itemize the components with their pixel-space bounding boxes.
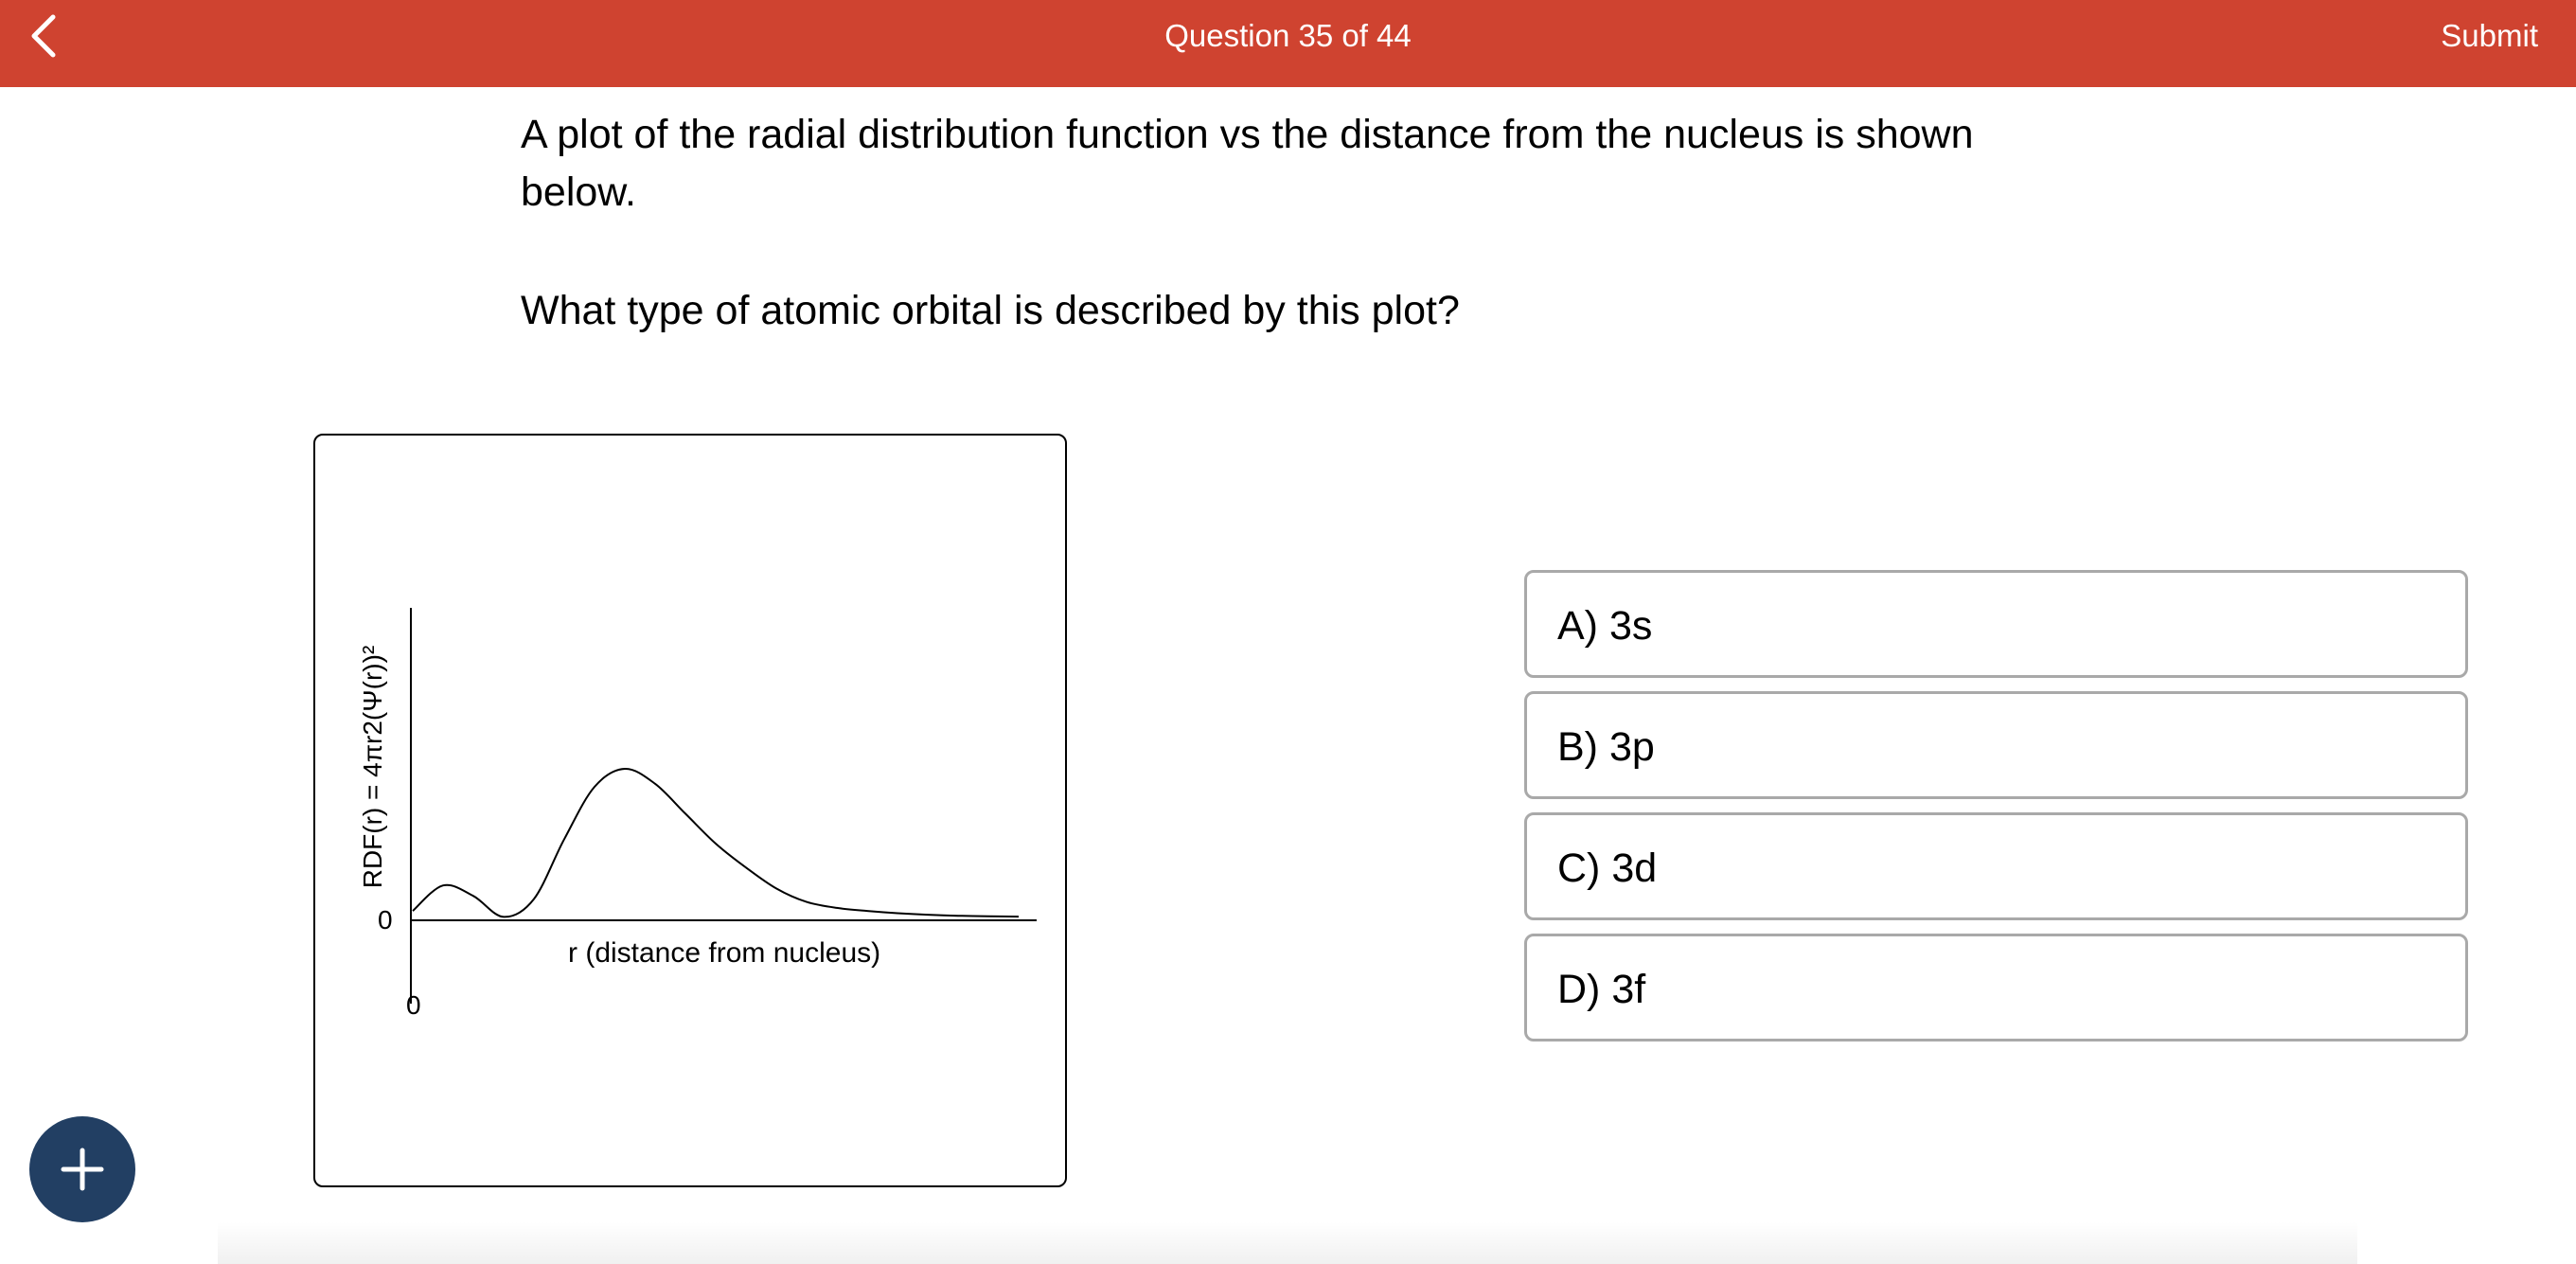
header-bar [0, 0, 2576, 87]
answer-option-d[interactable] [1524, 934, 2468, 1041]
answer-option-c[interactable] [1524, 812, 2468, 920]
rdf-chart [315, 436, 1069, 1189]
answer-option-label: B) 3p [1557, 724, 1655, 770]
answer-option-label: A) 3s [1557, 603, 1653, 649]
answer-option-label: C) 3d [1557, 846, 1658, 891]
bottom-shadow [218, 1221, 2357, 1264]
y-axis-label: RDF(r) = 4πr2(Ψ(r))² [358, 645, 387, 889]
submit-button[interactable]: Submit [2441, 18, 2538, 53]
plus-icon [56, 1143, 109, 1196]
rdf-series-line [413, 769, 1019, 917]
answer-option-a[interactable] [1524, 570, 2468, 678]
question-text: What type of atomic orbital is described by this plot? [521, 288, 1460, 333]
add-button[interactable] [29, 1116, 135, 1222]
answer-option-b[interactable] [1524, 691, 2468, 799]
question-counter: Question 35 of 44 [1164, 18, 1412, 53]
x-axis-label: r (distance from nucleus) [568, 937, 881, 969]
y-zero-tick-label: 0 [378, 905, 393, 935]
rdf-figure [313, 434, 1067, 1187]
question-prompt: A plot of the radial distribution function vs the distance from the nucleus is shown below. [521, 112, 1974, 215]
answer-option-label: D) 3f [1557, 967, 1646, 1012]
x-zero-tick-label: 0 [406, 990, 421, 1020]
